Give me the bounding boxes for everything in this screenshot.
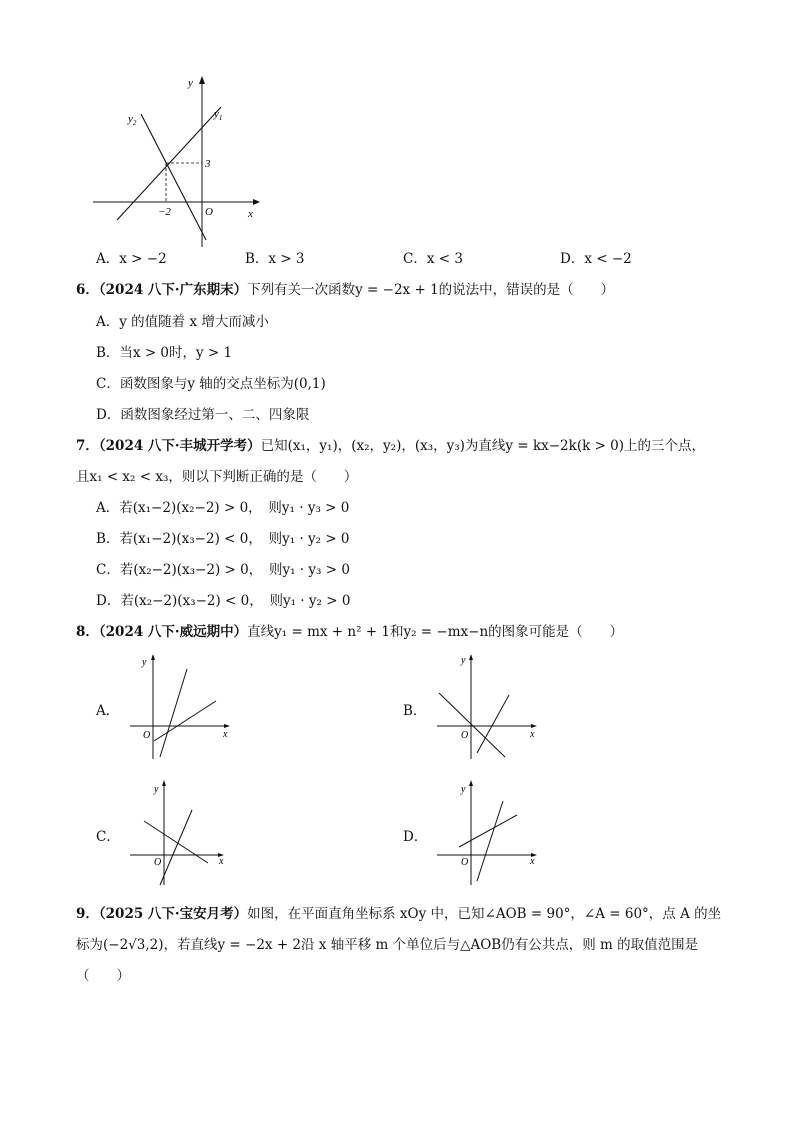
q8-question: 直线y₁ = mx + n² + 1和y₂ = −mx−n的图象可能是（ ） — [247, 624, 624, 640]
graph-b-origin: O — [461, 730, 469, 741]
q8-option-c-label: C． — [96, 829, 120, 845]
q7-option-c: C．若(x₂−2)(x₃−2) > 0， 则y₁ · y₃ > 0 — [96, 562, 350, 578]
q8-option-b-label: B． — [403, 703, 427, 719]
q7-stem-line2: 且x₁ < x₂ < x₃，则以下判断正确的是（ ） — [76, 469, 358, 485]
y-axis-label: y — [188, 77, 193, 89]
q7-option-b: B．若(x₁−2)(x₃−2) < 0， 则y₁ · y₂ > 0 — [96, 531, 350, 547]
q5-graph — [88, 72, 268, 252]
y-axis-arrow — [199, 76, 205, 84]
graph-a-x-arrow — [224, 724, 230, 728]
x-axis-label: x — [248, 208, 253, 220]
graph-b-line-2 — [477, 695, 509, 753]
q9-number: 9． — [76, 906, 99, 922]
graph-a-line-2 — [154, 701, 216, 741]
graph-d-y-label: y — [461, 784, 466, 795]
q8-number: 8． — [76, 624, 99, 640]
x-axis-arrow — [253, 199, 260, 205]
q5-option-c: C．x < 3 — [403, 251, 463, 267]
q6-option-c: C．函数图象与y 轴的交点坐标为(0,1) — [96, 376, 326, 392]
line-y2 — [141, 114, 206, 240]
graph-b-line-1 — [439, 693, 505, 757]
y1-label: $y_1$ — [214, 108, 223, 122]
q8-option-a-label: A． — [96, 703, 120, 719]
q9-stem-line3: （ ） — [76, 968, 130, 984]
q9-source: （2025 八下·宝安月考） — [98, 906, 248, 922]
q8-graph-b — [433, 653, 543, 763]
q6-option-b: B．当x > 0时，y > 1 — [96, 345, 233, 361]
q6-source: （2024 八下·广东期末） — [98, 282, 248, 298]
q7-option-a: A．若(x₁−2)(x₂−2) > 0， 则y₁ · y₃ > 0 — [96, 500, 350, 516]
graph-b-x-arrow — [531, 724, 537, 728]
graph-b-x-label: x — [530, 729, 535, 740]
graph-d-origin: O — [461, 857, 469, 868]
graph-c-line-2 — [160, 810, 192, 885]
q7-question: 已知(x₁，y₁)，(x₂，y₂)，(x₃，y₃)为直线y = kx−2k(k > 0)上的三个点， — [260, 438, 706, 454]
graph-a-line-1 — [160, 669, 187, 757]
q8-source: （2024 八下·威远期中） — [98, 624, 248, 640]
graph-d-y-arrow — [469, 780, 473, 786]
graph-b-y-label: y — [461, 655, 466, 666]
y2-label: $y_2$ — [128, 113, 137, 127]
q8-graph-c — [126, 777, 236, 887]
q9-stem-line2: 标为(−2√3,2)，若直线y = −2x + 2沿 x 轴平移 m 个单位后与△AOB仍有公共点，则 m 的取值范围是 — [76, 937, 699, 953]
q6-option-d: D．函数图象经过第一、二、四象限 — [96, 407, 310, 423]
graph-d-line-2 — [477, 801, 503, 881]
graph-a-y-label: y — [142, 657, 147, 668]
graph-a-x-label: x — [223, 729, 228, 740]
q9-stem-line1 — [76, 905, 721, 923]
graph-d-x-label: x — [530, 856, 535, 867]
q8-graph-d — [433, 777, 543, 887]
origin-label: O — [205, 206, 213, 218]
q5-option-d: D．x < −2 — [560, 251, 632, 267]
q9-question: 如图，在平面直角坐标系 xOy 中，已知∠AOB = 90°，∠A = 60°，点 A 的坐 — [247, 906, 722, 922]
graph-a-y-arrow — [151, 654, 155, 660]
q7-source: （2024 八下·丰城开学考） — [98, 438, 261, 454]
q7-stem-line1 — [76, 437, 705, 455]
tick-3: 3 — [205, 158, 211, 170]
q6-number: 6． — [76, 282, 99, 298]
graph-c-x-label: x — [219, 856, 224, 867]
graph-b-y-arrow — [469, 654, 473, 660]
q6-stem — [76, 281, 614, 299]
graph-c-origin: O — [154, 857, 162, 868]
q8-stem — [76, 623, 623, 641]
q6-option-a: A．y 的值随着 x 增大而减小 — [96, 314, 269, 330]
graph-c-y-label: y — [154, 784, 159, 795]
q7-option-d: D．若(x₂−2)(x₃−2) < 0， 则y₁ · y₂ > 0 — [96, 593, 351, 609]
q8-graph-a — [126, 653, 236, 763]
graph-d-line-1 — [459, 815, 517, 847]
q6-question: 下列有关一次函数y = −2x + 1的说法中，错误的是（ ） — [247, 282, 615, 298]
graph-a-origin: O — [143, 730, 151, 741]
q7-number: 7． — [76, 438, 99, 454]
q8-option-d-label: D． — [403, 829, 428, 845]
q5-option-b: B．x > 3 — [245, 251, 305, 267]
graph-c-y-arrow — [162, 780, 166, 786]
tick-minus-2: −2 — [158, 206, 171, 218]
q5-option-a: A．x > −2 — [96, 251, 167, 267]
